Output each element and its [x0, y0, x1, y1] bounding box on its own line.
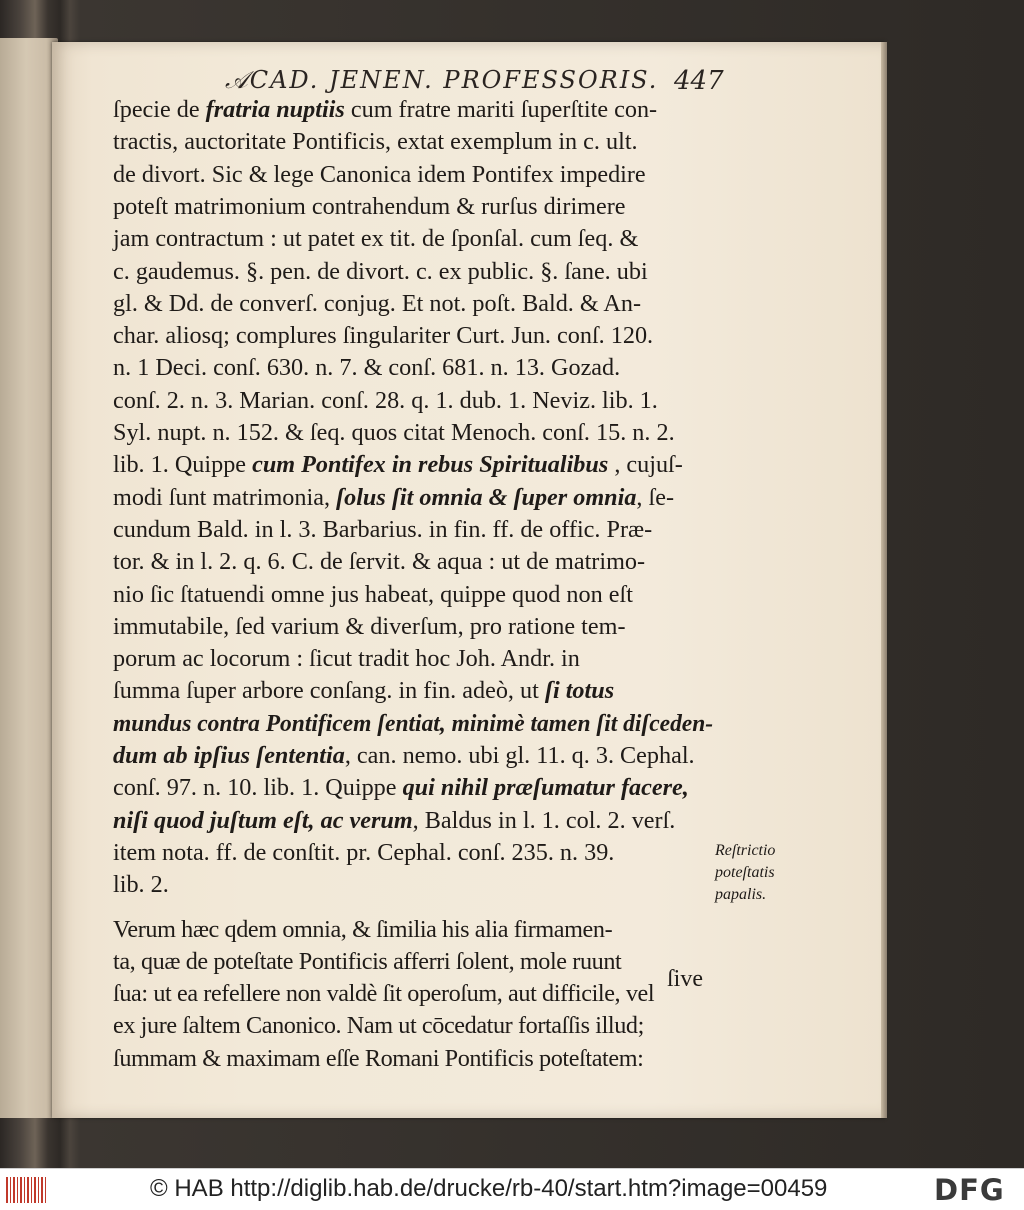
- text-line: [113, 677, 713, 705]
- italic-run: cum Pontifex in rebus Spiritualibus: [252, 451, 609, 479]
- text-line: [113, 161, 713, 189]
- catchword: ſive: [667, 966, 703, 992]
- text-run: , can. nemo. ubi gl. 11. q. 3. Cephal.: [344, 742, 695, 769]
- text-run: c. gaudemus. §. pen. de divort. c. ex public. §. ſane. ubi: [113, 257, 648, 285]
- text-line: [113, 128, 713, 156]
- text-run: modi ſunt matrimonia,: [113, 483, 337, 511]
- text-line: [113, 645, 713, 673]
- text-run: nio ſic ſtatuendi omne jus habeat, quippe quod non eſt: [113, 580, 633, 608]
- text-line: [113, 916, 713, 944]
- text-run: Verum hæc qdem omnia, & ſimilia his alia firmamen-: [113, 915, 613, 943]
- text-run: lib. 1. Quippe: [113, 451, 253, 479]
- text-line: [113, 354, 713, 382]
- text-run: , cujuſ-: [608, 451, 683, 479]
- italic-run: niſi quod juſtum eſt, ac verum: [113, 806, 413, 834]
- text-line: [113, 387, 713, 415]
- text-line: [113, 548, 713, 576]
- text-line: [113, 581, 713, 609]
- italic-run: ſolus ſit omnia & ſuper omnia: [336, 483, 637, 511]
- text-run: gl. & Dd. de converſ. conjug. Et not. poſt. Bald. & An-: [113, 289, 642, 317]
- text-run: , Baldus in l. 1. col. 2. verſ.: [412, 806, 676, 834]
- facing-page-edge: [0, 38, 58, 1118]
- text-line: [113, 516, 713, 544]
- text-line: [113, 709, 714, 738]
- text-run: n. 1 Deci. conſ. 630. n. 7. & conſ. 681. n. 13. Gozad.: [113, 354, 621, 382]
- running-head: 𝒜CAD. JENEN. PROFESSORIS.: [225, 66, 659, 94]
- text-run: immutabile, ſed varium & diverſum, pro ratione tem-: [113, 612, 626, 640]
- text-line: [113, 419, 713, 447]
- text-run: conſ. 2. n. 3. Marian. conſ. 28. q. 1. dub. 1. Neviz. lib. 1.: [113, 386, 658, 414]
- copyright-url[interactable]: © HAB http://diglib.hab.de/drucke/rb-40/start.htm?image=00459: [150, 1175, 828, 1202]
- text-line: [113, 948, 713, 976]
- text-run: , ſe-: [636, 483, 675, 511]
- italic-run: mundus contra Pontificem ſentiat, minimè tamen ſit diſceden-: [113, 709, 714, 737]
- text-line: [113, 451, 713, 479]
- text-run: char. aliosq; complures ſingulariter Curt. Jun. conſ. 120.: [113, 322, 654, 350]
- italic-run: ſi totus: [544, 677, 615, 705]
- text-run: ſumma ſuper arbore conſang. in fin. adeò, ut: [113, 677, 545, 705]
- text-run: conſ. 97. n. 10. lib. 1. Quippe: [113, 774, 403, 802]
- text-line: [113, 774, 713, 802]
- marginal-note-line: poteſtatis: [715, 864, 775, 881]
- text-run: tor. & in l. 2. q. 6. C. de ſervit. & aqua : ut de matrimo-: [113, 548, 646, 576]
- text-run: ſummam & maximam eſſe Romani Pontificis poteſtatem:: [113, 1044, 644, 1072]
- text-run: poteſt matrimonium contrahendum & rurſus dirimere: [113, 192, 626, 220]
- text-line: [113, 807, 713, 835]
- text-line: [113, 742, 713, 770]
- text-line: [113, 193, 713, 221]
- text-run: ex jure ſaltem Canonico. Nam ut cōcedatur fortaſſis illud;: [113, 1012, 644, 1040]
- text-line: [113, 839, 713, 867]
- text-line: [113, 613, 713, 641]
- text-run: ſua: ut ea refellere non valdè ſit operoſum, aut difficile, vel: [113, 980, 655, 1008]
- text-line: [113, 225, 713, 253]
- text-line: [113, 1045, 713, 1073]
- text-run: tractis, auctoritate Pontificis, extat exemplum in c. ult.: [113, 128, 638, 156]
- page-edge: [881, 42, 887, 1118]
- text-line: [113, 322, 713, 350]
- text-run: Syl. nupt. n. 152. & ſeq. quos citat Menoch. conſ. 15. n. 2.: [113, 419, 675, 446]
- text-line: [113, 96, 713, 124]
- text-line: [113, 290, 713, 318]
- text-run: ſpecie de: [113, 96, 206, 123]
- text-run: de divort. Sic & lege Canonica idem Pontifex impedire: [113, 160, 646, 188]
- text-line: [113, 1012, 713, 1040]
- marginal-note: [715, 840, 805, 906]
- italic-run: qui nihil præſumatur facere,: [402, 774, 689, 802]
- text-run: cum fratre mariti ſuperſtite con-: [344, 96, 658, 123]
- hab-logo-icon: [6, 1177, 46, 1203]
- marginal-note-line: Reſtrictio: [715, 842, 776, 859]
- page-number: 447: [674, 66, 724, 96]
- text-run: cundum Bald. in l. 3. Barbarius. in fin. ff. de offic. Præ-: [113, 515, 653, 543]
- text-line: [113, 484, 713, 512]
- text-run: jam contractum : ut patet ex tit. de ſponſal. cum ſeq. &: [113, 225, 639, 253]
- text-line: [113, 871, 713, 899]
- text-run: porum ac locorum : ſicut tradit hoc Joh. Andr. in: [113, 645, 580, 673]
- text-line: [113, 980, 713, 1008]
- italic-run: fratria nuptiis: [205, 96, 345, 123]
- dfg-logo: DFG: [934, 1173, 1005, 1207]
- marginal-note-line: papalis.: [715, 886, 767, 903]
- italic-run: dum ab ipſius ſententia: [113, 742, 345, 769]
- text-run: item nota. ff. de conſtit. pr. Cephal. conſ. 235. n. 39.: [113, 838, 615, 866]
- text-run: lib. 2.: [113, 871, 169, 899]
- text-run: ta, quæ de poteſtate Pontificis afferri ſolent, mole ruunt: [113, 947, 622, 975]
- text-line: [113, 258, 713, 286]
- viewer-footer: [0, 1168, 1024, 1210]
